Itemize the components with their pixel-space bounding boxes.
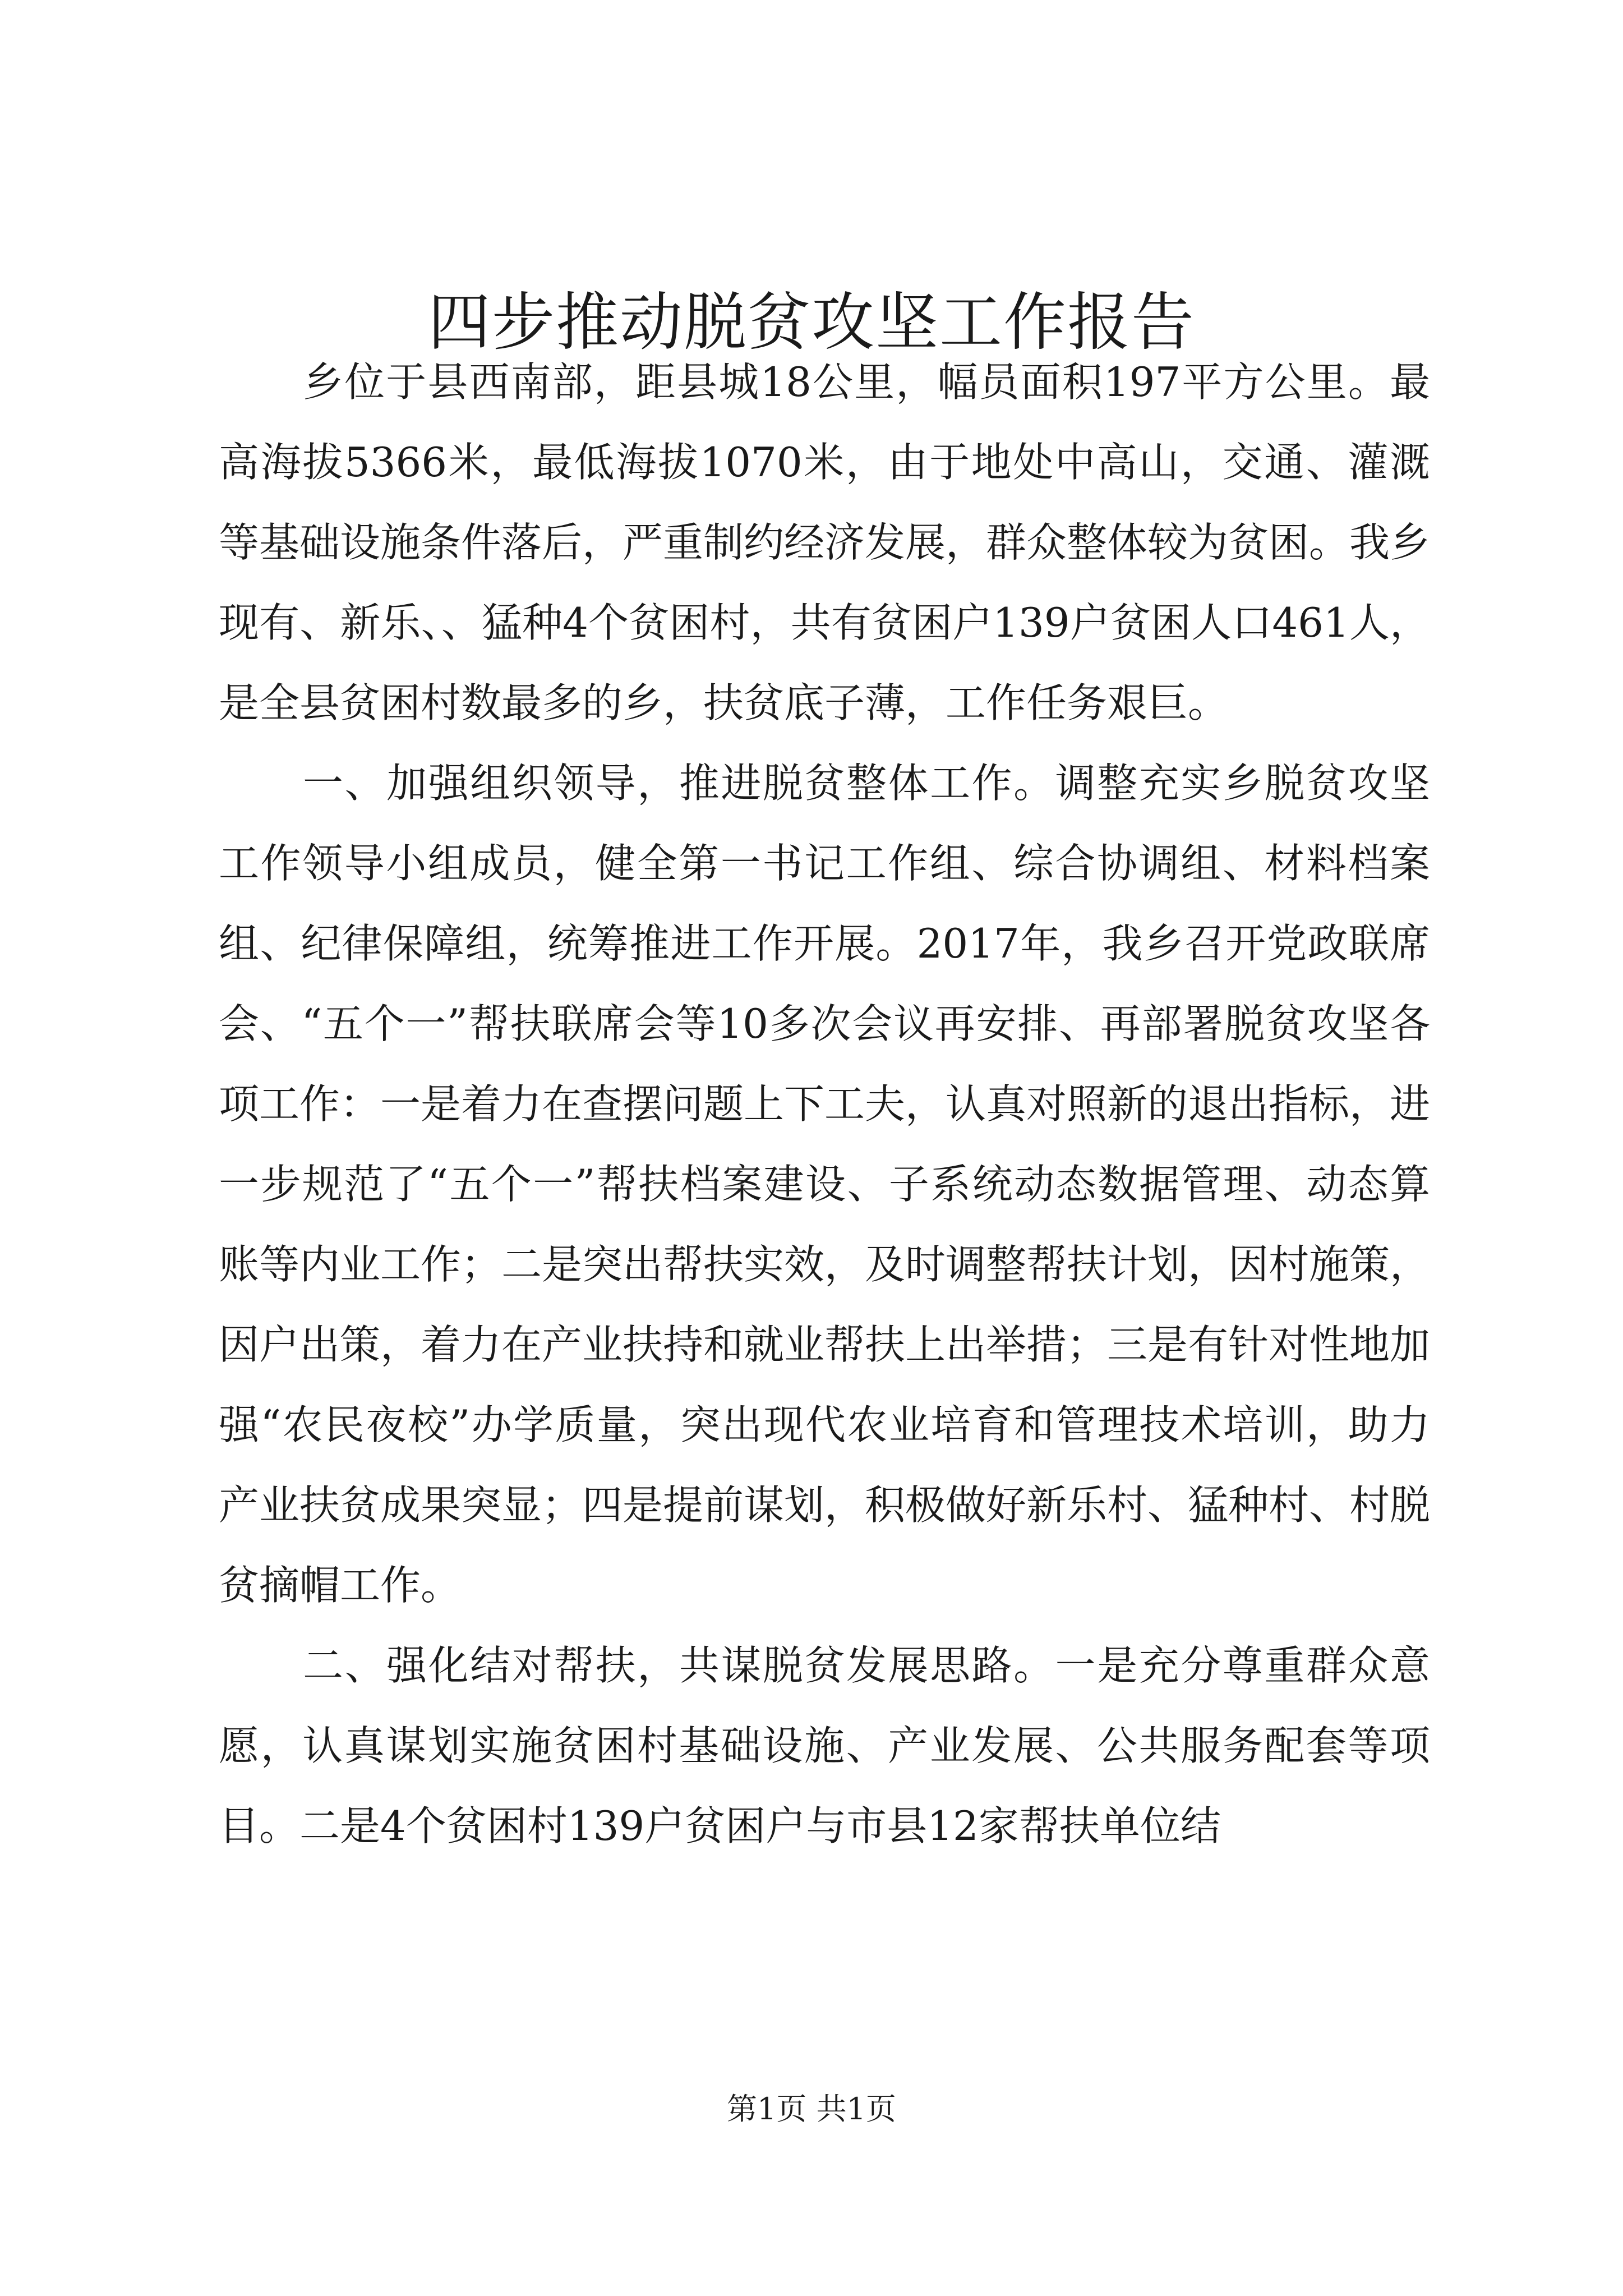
page-footer: 第1页 共1页 <box>727 2091 896 2127</box>
document-body <box>219 342 1430 1866</box>
paragraph-section-two: 二、强化结对帮扶，共谋脱贫发展思路。一是充分尊重群众意愿，认真谋划实施贫困村基础设施、产业发展、公共服务配套等项目。二是4个贫困村139户贫困户与市县12家帮扶单位结 <box>219 1642 1430 1849</box>
paragraph-intro: 乡位于县西南部，距县城18公里，幅员面积197平方公里。最高海拔5366米，最低海拔1070米，由于地处中高山，交通、灌溉等基础设施条件落后，严重制约经济发展，群众整体较为贫困。我乡现有、新乐、、猛种4个贫困村，共有贫困户139户贫困人口461人，是全县贫困村数最多的乡，扶贫底子薄，工作任务艰巨。 <box>219 358 1431 726</box>
paragraph-section-one: 一、加强组织领导，推进脱贫整体工作。调整充实乡脱贫攻坚工作领导小组成员，健全第一书记工作组、综合协调组、材料档案组、纪律保障组，统筹推进工作开展。2017年，我乡召开党政联席会、“五个一”帮扶联席会等10多次会议再安排、再部署脱贫攻坚各项工作：一是着力在查摆问题上下工夫，认真对照新的退出指标，进一步规范了“五个一”帮扶档案建设、子系统动态数据管理、动态算账等内业工作；二是突出帮扶实效，及时调整帮扶计划，因村施策，因户出策，着力在产业扶持和就业帮扶上出举措；三是有针对性地加强“农民夜校”办学质量，突出现代农业培育和管理技术培训，助力产业扶贫成果突显；四是提前谋划，积极做好新乐村、猛种村、村脱贫摘帽工作。 <box>219 760 1431 1609</box>
document-title: 四步推动脱贫攻坚工作报告 <box>428 286 1195 359</box>
